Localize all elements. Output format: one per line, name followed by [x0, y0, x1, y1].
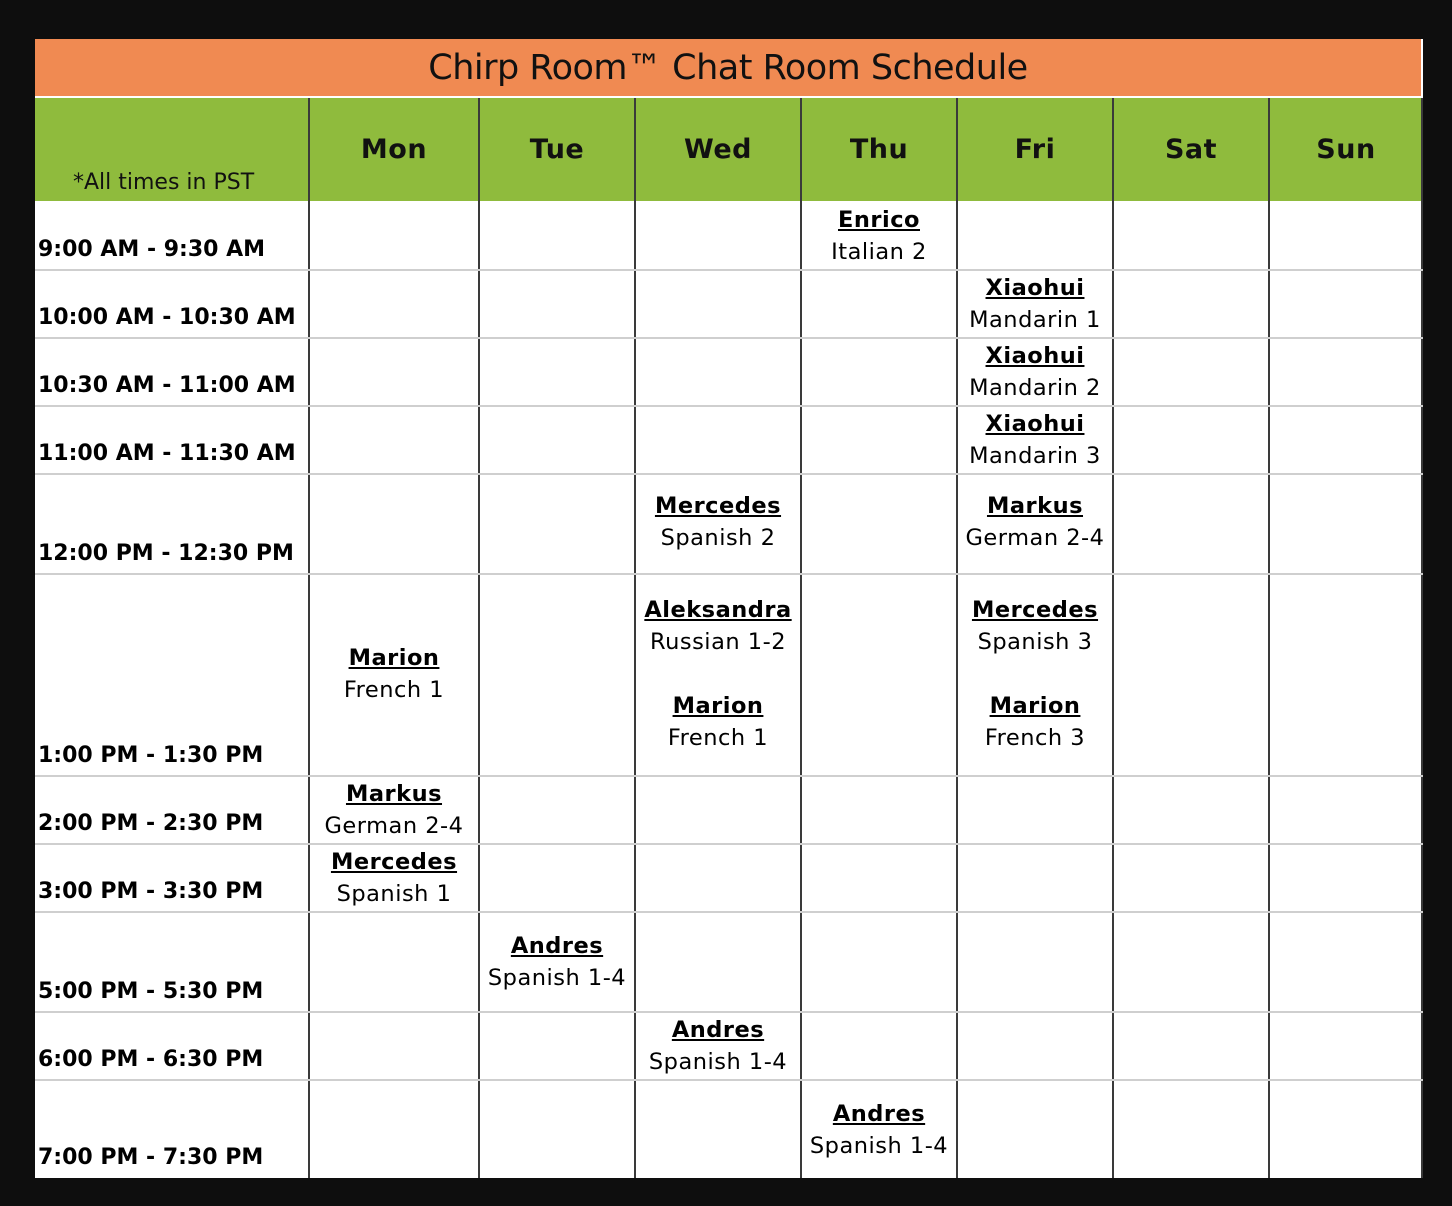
time-slot-label: 6:00 PM - 6:30 PM	[38, 1047, 264, 1072]
day-header-tue: Tue	[529, 134, 585, 165]
session-entry	[635, 1014, 801, 1078]
schedule-cell	[635, 1014, 801, 1078]
course-name: German 2-4	[324, 813, 464, 839]
session-entry	[801, 204, 957, 268]
schedule-cell	[801, 1098, 957, 1162]
course-name: French 1	[667, 725, 769, 751]
row-divider	[35, 911, 1423, 913]
session-entry	[635, 690, 801, 754]
session-entry	[957, 340, 1113, 404]
row-divider	[35, 337, 1423, 339]
day-header-fri: Fri	[1014, 134, 1056, 165]
schedule-cell	[957, 272, 1113, 336]
timezone-note: *All times in PST	[73, 170, 255, 195]
course-name: Italian 2	[831, 239, 927, 265]
course-name: Spanish 2	[660, 525, 776, 551]
row-divider	[35, 405, 1423, 407]
day-header-thu: Thu	[849, 134, 909, 165]
schedule-cell	[635, 490, 801, 554]
column-divider	[478, 98, 480, 1178]
course-name: Mandarin 1	[969, 307, 1101, 333]
schedule-title: Chirp Room™ Chat Room Schedule	[35, 39, 1421, 96]
instructor-name: Andres	[832, 1101, 926, 1127]
course-name: Russian 1-2	[649, 629, 787, 655]
instructor-name: Mercedes	[971, 597, 1099, 623]
course-name: French 3	[984, 725, 1086, 751]
instructor-name: Andres	[510, 933, 604, 959]
row-divider	[35, 269, 1423, 271]
day-header-wed: Wed	[684, 134, 752, 165]
session-entry	[309, 642, 479, 706]
time-slot-label: 5:00 PM - 5:30 PM	[38, 979, 264, 1004]
time-slot-label: 2:00 PM - 2:30 PM	[38, 811, 264, 836]
schedule-sheet	[35, 39, 1423, 1178]
course-name: Spanish 1	[336, 881, 452, 907]
row-divider	[35, 843, 1423, 845]
instructor-name: Marion	[348, 645, 440, 671]
schedule-cell	[635, 594, 801, 754]
row-divider	[35, 775, 1423, 777]
schedule-cell	[957, 594, 1113, 754]
schedule-cell	[309, 846, 479, 910]
schedule-cell	[801, 204, 957, 268]
instructor-name: Mercedes	[654, 493, 782, 519]
session-entry	[957, 690, 1113, 754]
instructor-name: Marion	[672, 693, 764, 719]
column-divider	[1421, 98, 1423, 1178]
session-entry	[957, 408, 1113, 472]
row-divider	[35, 573, 1423, 575]
instructor-name: Mercedes	[330, 849, 458, 875]
instructor-name: Marion	[989, 693, 1081, 719]
session-entry	[957, 594, 1113, 658]
course-name: Spanish 1-4	[809, 1133, 949, 1159]
time-slot-label: 1:00 PM - 1:30 PM	[38, 743, 264, 768]
session-entry	[801, 1098, 957, 1162]
session-entry	[309, 778, 479, 842]
instructor-name: Andres	[671, 1017, 765, 1043]
time-slot-label: 12:00 PM - 12:30 PM	[38, 541, 294, 566]
course-name: Spanish 1-4	[648, 1049, 788, 1075]
schedule-cell	[957, 490, 1113, 554]
day-header-sun: Sun	[1316, 134, 1376, 165]
course-name: Spanish 3	[977, 629, 1093, 655]
instructor-name: Xiaohui	[985, 343, 1085, 369]
course-name: Mandarin 3	[969, 443, 1101, 469]
course-name: Mandarin 2	[969, 375, 1101, 401]
session-entry	[479, 930, 635, 994]
time-slot-label: 10:00 AM - 10:30 AM	[38, 305, 296, 330]
session-entry	[635, 490, 801, 554]
column-divider	[1268, 98, 1270, 1178]
schedule-cell	[957, 408, 1113, 472]
time-slot-label: 7:00 PM - 7:30 PM	[38, 1145, 264, 1170]
course-name: Spanish 1-4	[487, 965, 627, 991]
time-slot-label: 9:00 AM - 9:30 AM	[38, 237, 266, 262]
instructor-name: Enrico	[838, 207, 920, 233]
session-entry	[957, 272, 1113, 336]
schedule-cell	[309, 778, 479, 842]
instructor-name: Xiaohui	[985, 411, 1085, 437]
day-header-mon: Mon	[360, 134, 428, 165]
column-divider	[308, 98, 310, 1178]
instructor-name: Aleksandra	[644, 597, 792, 623]
row-divider	[35, 1011, 1423, 1013]
instructor-name: Markus	[986, 493, 1084, 519]
schedule-cell	[957, 340, 1113, 404]
instructor-name: Markus	[345, 781, 443, 807]
row-divider	[35, 473, 1423, 475]
session-entry	[309, 846, 479, 910]
schedule-cell	[309, 642, 479, 706]
row-divider	[35, 1079, 1423, 1081]
schedule-cell	[479, 930, 635, 994]
session-entry	[957, 490, 1113, 554]
course-name: French 1	[343, 677, 445, 703]
session-entry	[635, 594, 801, 658]
instructor-name: Xiaohui	[985, 275, 1085, 301]
time-slot-label: 3:00 PM - 3:30 PM	[38, 879, 264, 904]
course-name: German 2-4	[965, 525, 1105, 551]
day-header-sat: Sat	[1164, 134, 1218, 165]
time-slot-label: 10:30 AM - 11:00 AM	[38, 373, 296, 398]
time-slot-label: 11:00 AM - 11:30 AM	[38, 441, 296, 466]
